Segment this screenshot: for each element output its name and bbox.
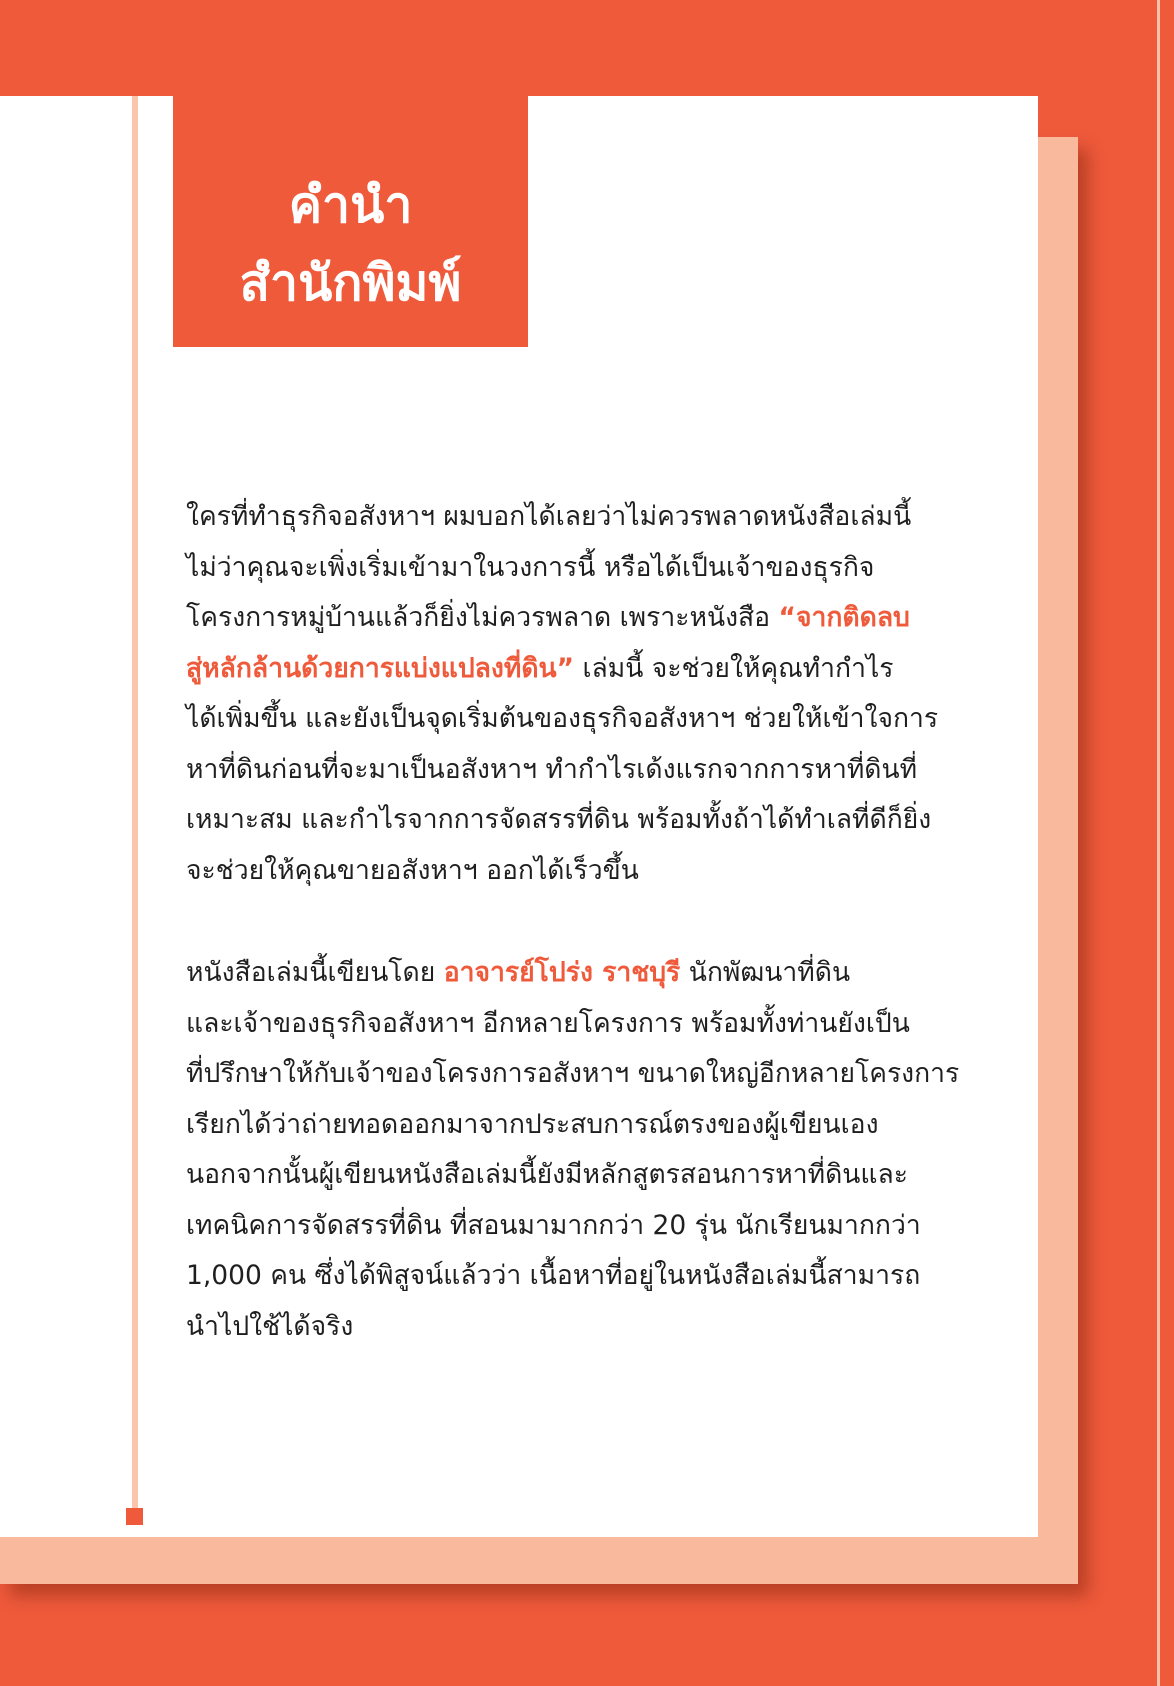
paragraph-1-line-8: จะช่วยให้คุณขายอสังหาฯ ออกได้เร็วขึ้น [186,854,639,886]
paragraph-2-line-8: นำไปใช้ได้จริง [186,1310,354,1342]
book-title-highlight-part-2: สู่หลักล้านด้วยการแบ่งแปลงที่ดิน” [186,652,575,684]
paragraph-2-line-6: เทคนิคการจัดสรรที่ดิน ที่สอนมามากกว่า 20 รุ่น นักเรียนมากกว่า [186,1209,921,1241]
paragraph-2-line-1-text: หนังสือเล่มนี้เขียนโดย [186,957,444,988]
paragraph-2-line-4: เรียกได้ว่าถ่ายทอดออกมาจากประสบการณ์ตรงของผู้เขียนเอง [186,1108,879,1140]
paragraph-1-line-7: เหมาะสม และกำไรจากการจัดสรรที่ดิน พร้อมทั้งถ้าได้ทำเลที่ดีก็ยิ่ง [186,804,932,835]
paragraph-2-line-1 [186,948,962,999]
title-line-2: สำนักพิมพ์ [239,254,462,312]
paragraph-1-line-3 [186,593,962,644]
paragraph-1 [186,492,962,896]
paragraph-1-line-5: ได้เพิ่มขึ้น และยังเป็นจุดเริ่มต้นของธุรกิจอสังหาฯ ช่วยให้เข้าใจการ [186,703,939,734]
paragraph-1-line-4-text: เล่มนี้ จะช่วยให้คุณทำกำไร [574,652,894,684]
body-text [186,492,962,1352]
title-block [173,96,528,347]
paragraph-2-line-3: ที่ปรึกษาให้กับเจ้าของโครงการอสังหาฯ ขนาดใหญ่อีกหลายโครงการ [186,1058,960,1089]
paragraph-1-line-1: ใครที่ทำธุรกิจอสังหาฯ ผมบอกได้เลยว่าไม่ควรพลาดหนังสือเล่มนี้ [186,501,912,532]
paragraph-2-line-5: นอกจากนั้นผู้เขียนหนังสือเล่มนี้ยังมีหลักสูตรสอนการหาที่ดินและ [186,1159,908,1190]
margin-marker [126,1508,143,1525]
paragraph-1-line-3-text: โครงการหมู่บ้านแล้วก็ยิ่งไม่ควรพลาด เพราะหนังสือ [186,602,779,633]
book-title-highlight-part-1: “จากติดลบ [778,602,910,633]
paragraph-2-line-7: 1,000 คน ซึ่งได้พิสูจน์แล้วว่า เนื้อหาที่อยู่ในหนังสือเล่มนี้สามารถ [186,1260,921,1291]
paragraph-2-line-1-text-after: นักพัฒนาที่ดิน [680,957,851,988]
title-line-1: คำนำ [288,176,413,234]
paragraph-1-line-2: ไม่ว่าคุณจะเพิ่งเริ่มเข้ามาในวงการนี้ หรือได้เป็นเจ้าของธุรกิจ [186,551,875,583]
right-edge-strip [1157,0,1160,1686]
paragraph-2-line-2: และเจ้าของธุรกิจอสังหาฯ อีกหลายโครงการ พร้อมทั้งท่านยังเป็น [186,1007,910,1039]
paragraph-1-line-6: หาที่ดินก่อนที่จะมาเป็นอสังหาฯ ทำกำไรเด้งแรกจากการหาที่ดินที่ [186,753,918,785]
author-name-highlight: อาจารย์โปร่ง ราชบุรี [443,957,681,988]
paragraph-1-line-4 [186,644,962,695]
paragraph-2 [186,948,962,1352]
margin-rule [132,96,138,1512]
